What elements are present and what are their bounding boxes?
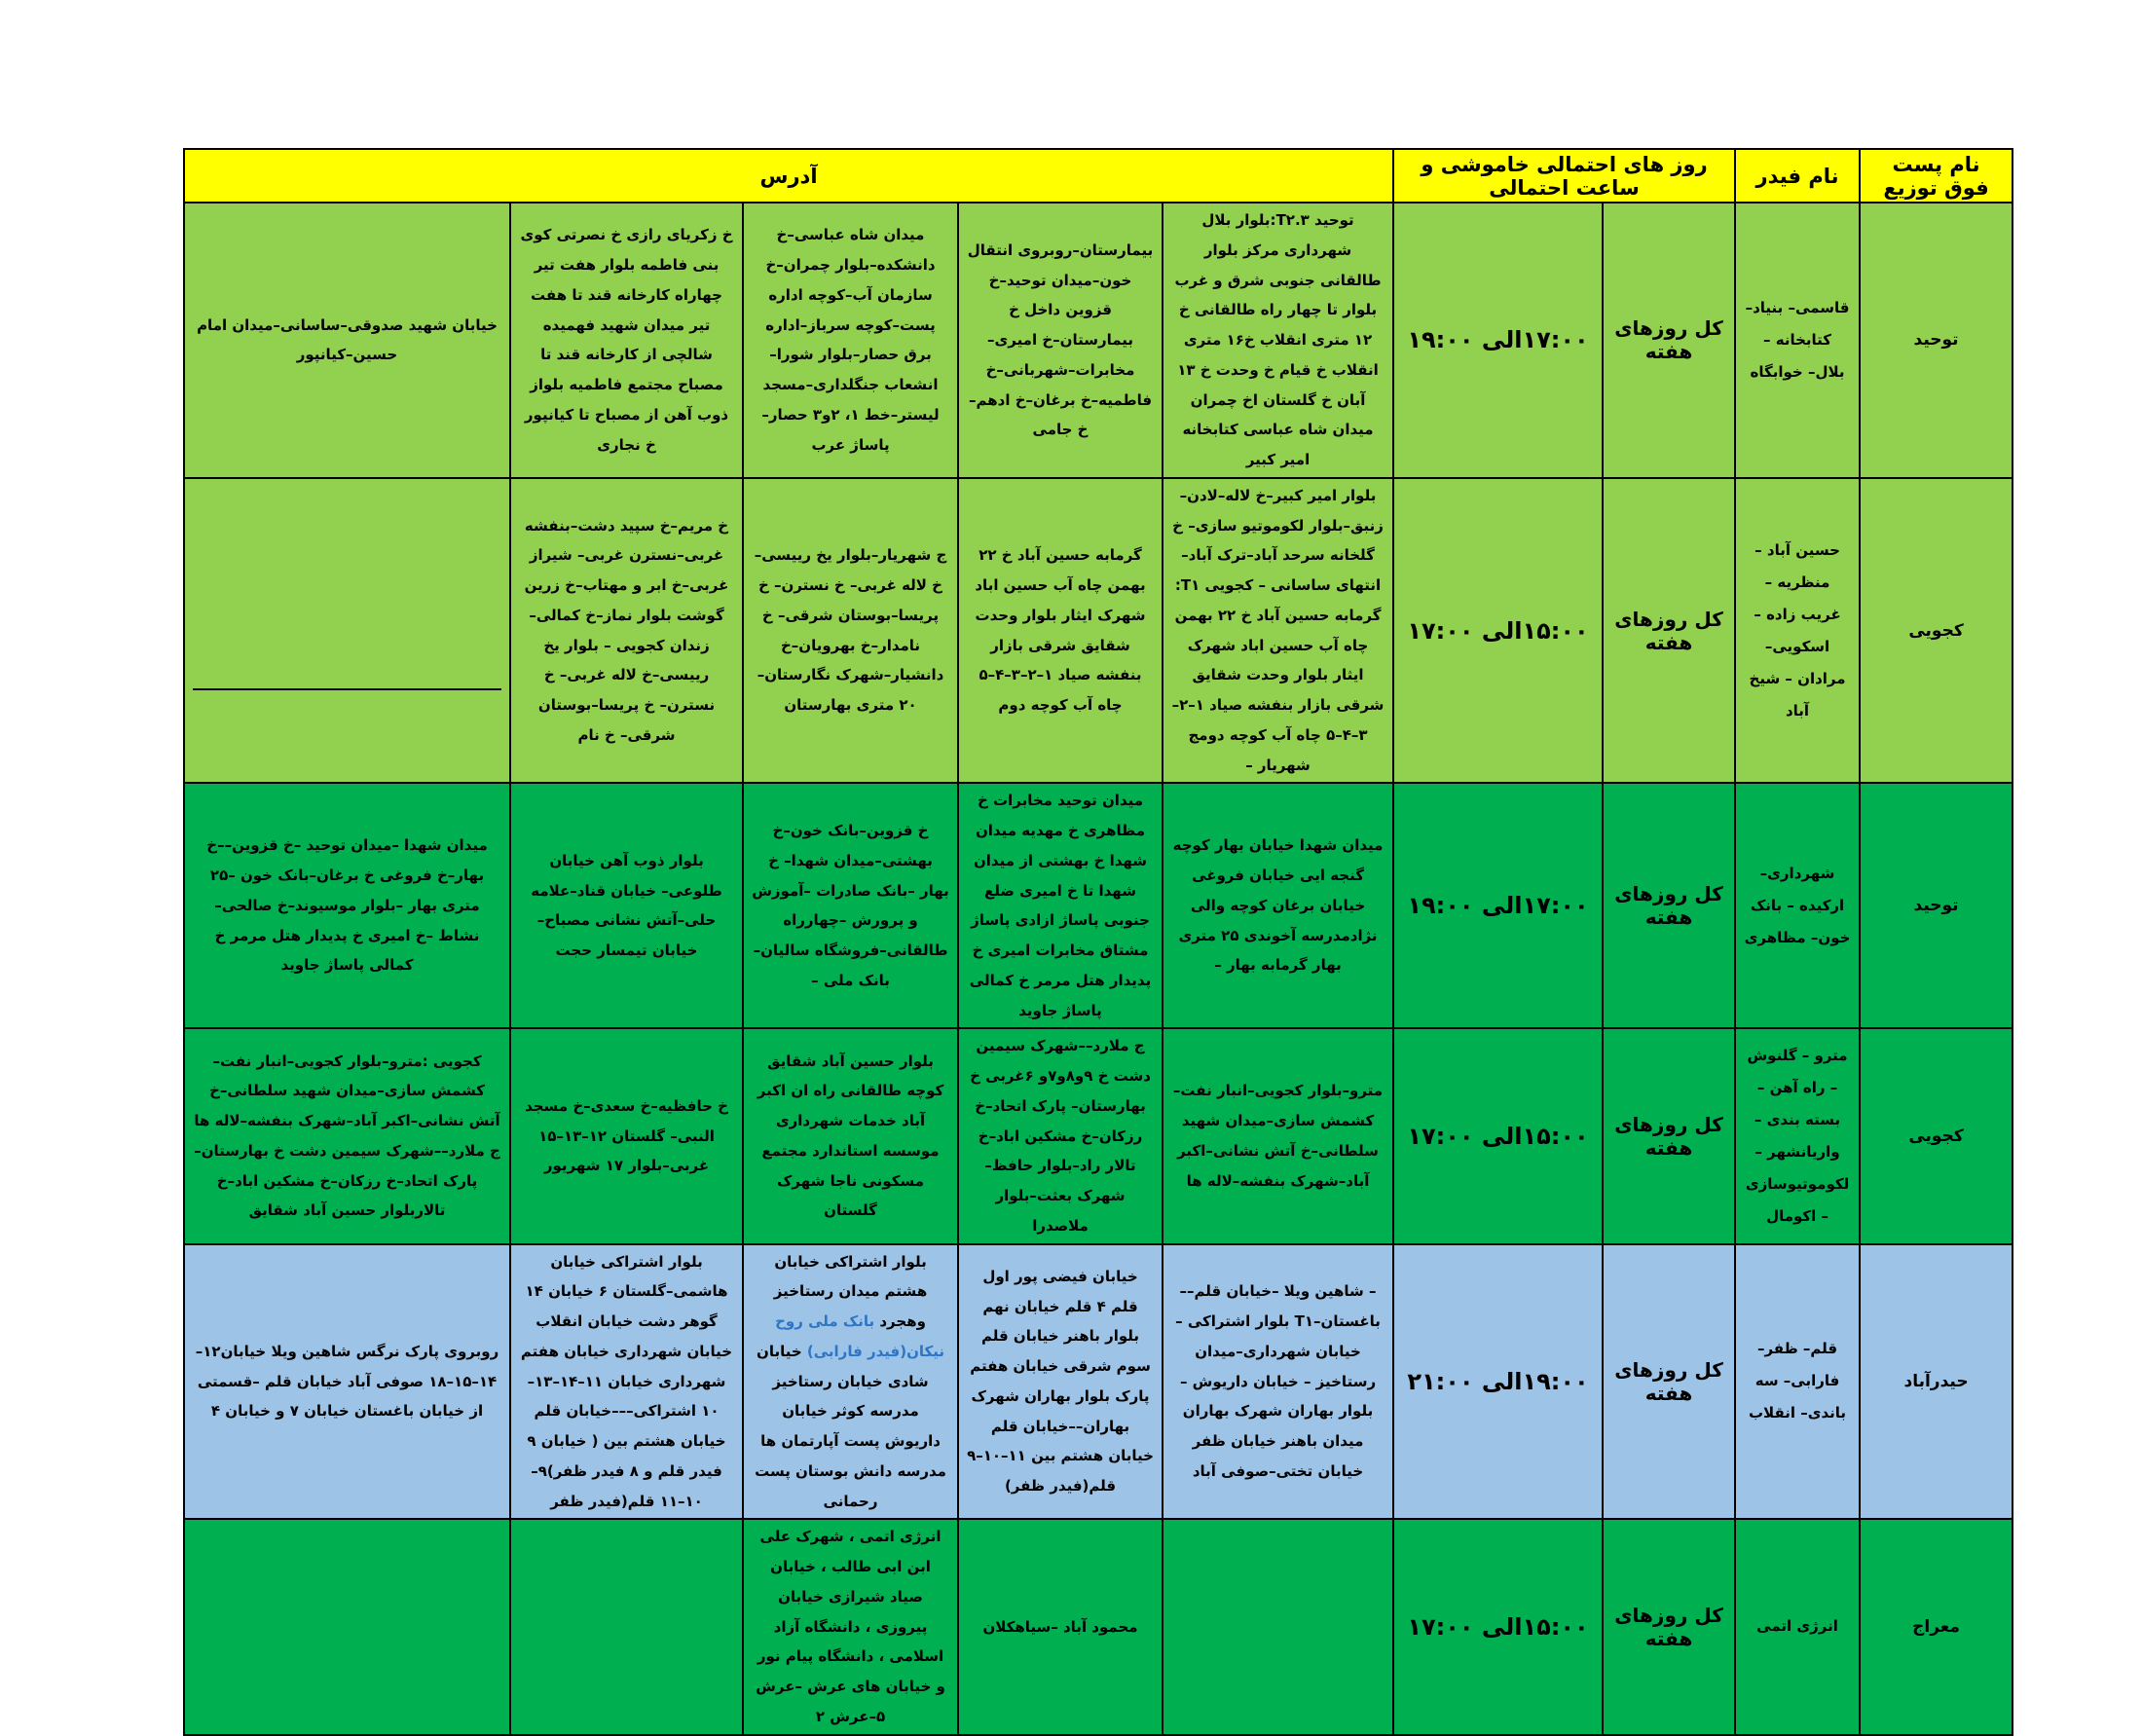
address-cell: خیابان فیضی پور اول قلم ۴ قلم خیابان نهم بلوار باهنر خیابان قلم سوم شرقی خیابان هفتم پارک بلوار بهاران شهرک بهاران––خیابان قلم خیابان هشتم بین ۱۱–۱۰–۹ قلم(فیدر ظفر) (958, 1244, 1163, 1520)
header-feeder: نام فیدر (1735, 149, 1860, 203)
header-address: آدرس (184, 149, 1393, 203)
address-cell: ج شهریار–بلوار یخ رییسی–خ لاله غربی– خ نسترن– خ پریسا–بوستان شرقی– خ نامدار–خ بهرویان–خ دانشیار–شهرک نگارستان–۲۰ متری بهارستان (743, 478, 958, 784)
outage-schedule-table (183, 148, 2013, 1736)
address-text: بلوار اشتراکی خیابان هشتم میدان رستاخیز وهجرد (773, 1252, 928, 1330)
address-cell: روبروی پارک نرگس شاهین ویلا خیابان۱۲–۱۴–۱۵–۱۸ صوفی آباد خیابان قلم –قسمتی از خیابان باغستان خیابان ۷ و خیابان ۴ (184, 1244, 510, 1520)
days-cell: کل روزهای هفته (1603, 1028, 1735, 1243)
address-cell: بلوار اشتراکی خیابان هاشمی–گلستان ۶ خیابان ۱۴ گوهر دشت خیابان انقلاب خیابان شهرداری خیابان هفتم شهرداری خیابان ۱۱–۱۴–۱۳–۱۰ اشتراکی–––خیابان قلم خیابان هشتم بین ( خیابان ۹ فیدر قلم و ۸ فیدر ظفر)۹–۱۰–۱۱ قلم(فیدر ظفر (510, 1244, 743, 1520)
days-cell: کل روزهای هفته (1603, 783, 1735, 1028)
address-cell: بلوار امیر کبیر–خ لاله–لادن–زنبق–بلوار لکوموتیو سازی– خ گلخانه سرحد آباد–ترک آباد–انتهای ساسانی – کجویی T۱: گرمابه حسین آباد خ ۲۲ بهمن چاه آب حسین اباد شهرک ایثار بلوار وحدت شقایق شرقی بازار بنفشه صیاد ۱–۲–۳–۴–۵ چاه آب کوچه دومج شهریار – (1163, 478, 1393, 784)
address-cell: خ قزوین–بانک خون–خ بهشتی–میدان شهدا– خ بهار –بانک صادرات –آموزش و پرورش –چهارراه طالقانی–فروشگاه سالیان–بانک ملی – (743, 783, 958, 1028)
address-cell (184, 1519, 510, 1734)
empty-subcell (193, 526, 501, 690)
address-cell: بیمارستان–روبروی انتقال خون–میدان توحید–خ قزوین داخل خ بیمارستان–خ امیری–مخابرات–شهربانی–خ فاطمیه–خ برغان–خ ادهم–خ جامی (958, 203, 1163, 478)
address-cell: میدان شهدا خیابان بهار کوچه گنجه ایی خیابان فروغی خیابان برغان کوچه والی نژادمدرسه آخوندی ۲۵ متری بهار گرمابه بهار – (1163, 783, 1393, 1028)
hours-cell: ۱۵:۰۰الی ۱۷:۰۰ (1393, 1519, 1603, 1734)
feeder-cell: قاسمی– بنیاد– کتابخانه – بلال– خوابگاه (1735, 203, 1860, 478)
header-days-hours: روز های احتمالی خاموشی و ساعت احتمالی (1393, 149, 1735, 203)
days-cell: کل روزهای هفته (1603, 478, 1735, 784)
table-row (184, 783, 2013, 1028)
table-row (184, 1244, 2013, 1520)
address-cell: خیابان شهید صدوقی–ساسانی–میدان امام حسین–کیانپور (184, 203, 510, 478)
feeder-cell: شهرداری– ارکیده – بانک خون– مظاهری (1735, 783, 1860, 1028)
address-cell (510, 1519, 743, 1734)
address-cell: مترو–بلوار کجویی–انبار نفت–کشمش سازی–میدان شهید سلطانی–خ آتش نشانی–اکبر آباد–شهرک بنفشه–لاله ها (1163, 1028, 1393, 1243)
feeder-cell: قلم– ظفر– فارابی– سه باندی– انقلاب (1735, 1244, 1860, 1520)
address-cell: توحید T۲.۳:بلوار بلال شهرداری مرکز بلوار طالقانی جنوبی شرق و غرب بلوار تا چهار راه طالقانی خ ۱۲ متری انقلاب خ۱۶ متری انقلاب خ قیام خ وحدت خ ۱۳ آبان خ گلستان اخ چمران میدان شاه عباسی کتابخانه امیر کبیر (1163, 203, 1393, 478)
days-cell: کل روزهای هفته (1603, 203, 1735, 478)
hours-cell: ۱۵:۰۰الی ۱۷:۰۰ (1393, 478, 1603, 784)
hours-cell: ۱۷:۰۰الی ۱۹:۰۰ (1393, 783, 1603, 1028)
address-text: خیابان شادی خیابان رستاخیز مدرسه کوثر خیابان داریوش پست آپارتمان ها مدرسه دانش بوستان پست رحمانی (755, 1342, 946, 1510)
substation-cell: کجویی (1860, 478, 2013, 784)
empty-subcell (193, 690, 501, 735)
address-cell: – شاهین ویلا –خیابان قلم–– باغستان–T۱ بلوار اشتراکی –خیابان شهرداری–میدان رستاخیز – خیابان داریوش –بلوار بهاران شهرک بهاران میدان باهنر خیابان ظفر خیابان تختی–صوفی آباد (1163, 1244, 1393, 1520)
table-row (184, 1519, 2013, 1734)
address-cell (1163, 1519, 1393, 1734)
table-row (184, 203, 2013, 478)
table-row (184, 1028, 2013, 1243)
substation-cell: معراج (1860, 1519, 2013, 1734)
address-cell: میدان شاه عباسی–خ دانشکده–بلوار چمران–خ سازمان آب–کوچه اداره پست–کوچه سرباز–اداره برق حصار–بلوار شورا–انشعاب جنگلداری–مسجد لیستر–خط ۱، ۲و۳ حصار–پاساژ عرب (743, 203, 958, 478)
address-cell: کجویی :مترو–بلوار کجویی–انبار نفت–کشمش سازی–میدان شهید سلطانی–خ آتش نشانی–اکبر آباد–شهرک بنفشه–لاله ها ج ملارد––شهرک سیمین دشت خ بهارستان– پارک اتحاد–خ رزکان–خ مشکین اباد–خ تالاربلوار حسین آباد شقایق (184, 1028, 510, 1243)
header-row (184, 149, 2013, 203)
address-cell: بلوار ذوب آهن خیابان طلوعی– خیابان قناد–علامه حلی–آتش نشانی مصباح–خیابان تیمسار حجت (510, 783, 743, 1028)
address-cell: خ مریم–خ سپید دشت–بنفشه غربی–نسترن غربی– شیراز غربی–خ ابر و مهتاب–خ زرین گوشت بلوار نماز–خ کمالی–زندان کجویی – بلوار یخ رییسی–خ لاله غربی– خ نسترن– خ پریسا–بوستان شرقی– خ نام (510, 478, 743, 784)
address-cell: محمود آباد –سیاهکلان (958, 1519, 1163, 1734)
address-cell-empty-split (184, 478, 510, 784)
feeder-cell: حسین آباد – منظریه – غریب زاده – اسکویی– مرادان – شیخ آباد (1735, 478, 1860, 784)
address-cell: انرژی اتمی ، شهرک علی ابن ابی طالب ، خیابان صیاد شیرازی خیابان پیروزی ، دانشگاه آزاد اسلامی ، دانشگاه پیام نور و خیابان های عرش –عرش ۵–عرش ۲ (743, 1519, 958, 1734)
outage-schedule-sheet (183, 148, 2013, 1736)
address-cell-with-highlight (743, 1244, 958, 1520)
feeder-cell: انرژی اتمی (1735, 1519, 1860, 1734)
hours-cell: ۱۷:۰۰الی ۱۹:۰۰ (1393, 203, 1603, 478)
substation-cell: حیدرآباد (1860, 1244, 2013, 1520)
table-row (184, 478, 2013, 784)
hours-cell: ۱۵:۰۰الی ۱۷:۰۰ (1393, 1028, 1603, 1243)
substation-cell: کجویی (1860, 1028, 2013, 1243)
address-cell: گرمابه حسین آباد خ ۲۲ بهمن چاه آب حسین اباد شهرک ایثار بلوار وحدت شقایق شرقی بازار بنفشه صیاد ۱–۲–۳–۴–۵ چاه آب کوچه دوم (958, 478, 1163, 784)
header-substation: نام پست فوق توزیع (1860, 149, 2013, 203)
address-cell: خ حافظیه–خ سعدی–خ مسجد النبی– گلستان ۱۲–۱۳–۱۵ غربی–بلوار ۱۷ شهریور (510, 1028, 743, 1243)
address-cell: میدان توحید مخابرات خ مظاهری خ مهدیه میدان شهدا خ بهشتی از میدان شهدا تا خ امیری ضلع جنوبی پاساژ ازادی پاساژ مشتاق مخابرات امیری خ پدیدار هتل مرمر خ کمالی پاساژ جاوید (958, 783, 1163, 1028)
address-cell: خ زکریای رازی خ نصرتی کوی بنی فاطمه بلوار هفت تیر چهاراه کارخانه قند تا هفت تیر میدان شهید فهمیده شالچی از کارخانه قند تا مصباح مجتمع فاطمیه بلواز ذوب آهن از مصباح تا کیانپور خ نجاری (510, 203, 743, 478)
address-cell: ج ملارد––شهرک سیمین دشت خ ۹و۸و۷و ۶غربی خ بهارستان– پارک اتحاد–خ رزکان–خ مشکین اباد–خ تالار راد–بلوار حافظ–شهرک بعثت–بلوار ملاصدرا (958, 1028, 1163, 1243)
address-cell: بلوار حسین آباد شقایق کوچه طالقانی راه ان اکبر آباد خدمات شهرداری موسسه استاندارد مجتمع مسکونی ناجا شهرک گلستان (743, 1028, 958, 1243)
days-cell: کل روزهای هفته (1603, 1519, 1735, 1734)
hours-cell: ۱۹:۰۰الی ۲۱:۰۰ (1393, 1244, 1603, 1520)
address-cell: میدان شهدا –میدان توحید –خ قزوین––خ بهار–خ فروغی خ برغان–بانک خون –۲۵ متری بهار –بلوار موسیوند–خ صالحی– نشاط –خ امیری خ پدیدار هتل مرمر خ کمالی پاساژ جاوید (184, 783, 510, 1028)
substation-cell: توحید (1860, 783, 2013, 1028)
feeder-cell: مترو – گلنوش – راه آهن – بسته بندی – واریانشهر – لکوموتیوسازی – اکومال (1735, 1028, 1860, 1243)
substation-cell: توحید (1860, 203, 2013, 478)
address-text-highlighted: بانک ملی روح نیکان(فیدر فارابی) (775, 1312, 945, 1360)
days-cell: کل روزهای هفته (1603, 1244, 1735, 1520)
